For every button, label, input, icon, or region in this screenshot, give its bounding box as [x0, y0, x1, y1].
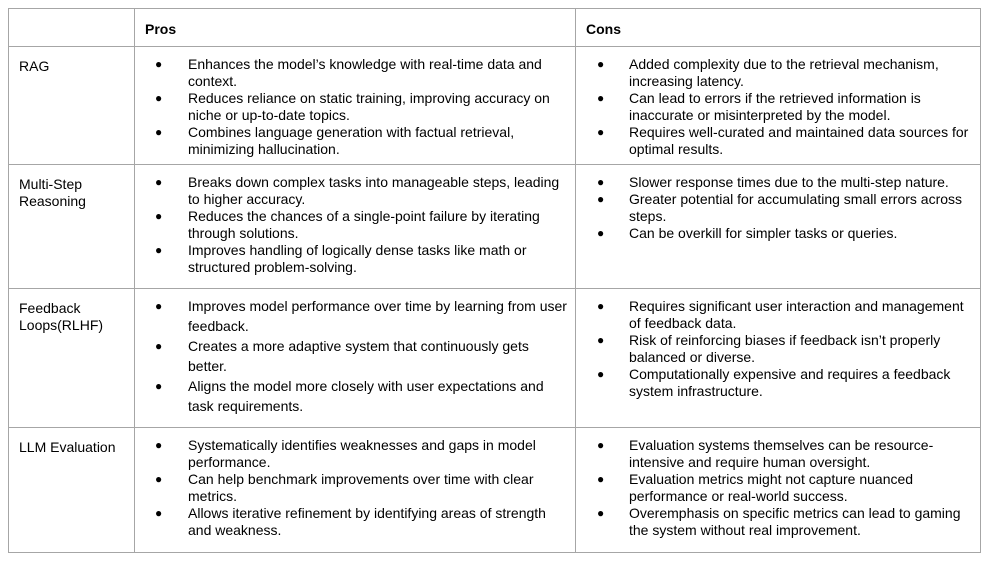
pros-cell — [135, 165, 576, 289]
list-item — [576, 124, 972, 158]
row-label: RAG — [9, 47, 135, 165]
cons-list — [576, 289, 980, 406]
header-pros: Pros — [135, 9, 576, 47]
bullet-icon: ● — [597, 472, 605, 486]
list-item — [576, 471, 972, 505]
list-item — [576, 332, 972, 366]
bullet-icon: ● — [597, 367, 605, 381]
table-row — [9, 289, 981, 428]
list-item-text: Evaluation metrics might not capture nuanced performance or real-world success. — [629, 471, 914, 504]
list-item-text: Reduces reliance on static training, improving accuracy on niche or up-to-date topics. — [188, 90, 550, 123]
list-item-text: Evaluation systems themselves can be resource-intensive and require human oversight. — [629, 437, 934, 470]
bullet-icon: ● — [155, 506, 163, 520]
cons-cell — [576, 289, 981, 428]
header-row — [9, 9, 981, 47]
list-item — [576, 437, 972, 471]
bullet-icon: ● — [155, 91, 163, 105]
bullet-icon: ● — [155, 209, 163, 223]
bullet-icon: ● — [597, 438, 605, 452]
bullet-icon: ● — [155, 175, 163, 189]
pros-cons-table — [8, 8, 981, 553]
bullet-icon: ● — [155, 243, 163, 257]
list-item-text: Added complexity due to the retrieval mechanism, increasing latency. — [629, 56, 939, 89]
list-item-text: Slower response times due to the multi-step nature. — [629, 174, 949, 190]
list-item — [135, 471, 567, 505]
list-item — [135, 376, 567, 416]
list-item — [576, 56, 972, 90]
list-item-text: Allows iterative refinement by identifying areas of strength and weakness. — [188, 505, 546, 538]
list-item-text: Risk of reinforcing biases if feedback isn’t properly balanced or diverse. — [629, 332, 941, 365]
bullet-icon: ● — [155, 299, 163, 313]
bullet-icon: ● — [597, 226, 605, 240]
list-item — [576, 505, 972, 539]
list-item — [576, 90, 972, 124]
cons-cell — [576, 47, 981, 165]
row-label: LLM Evaluation — [9, 428, 135, 553]
list-item-text: Requires significant user interaction and management of feedback data. — [629, 298, 964, 331]
pros-cell — [135, 47, 576, 165]
list-item-text: Can be overkill for simpler tasks or queries. — [629, 225, 898, 241]
bullet-icon: ● — [597, 192, 605, 206]
list-item-text: Systematically identifies weaknesses and gaps in model performance. — [188, 437, 536, 470]
row-label: Feedback Loops(RLHF) — [9, 289, 135, 428]
bullet-icon: ● — [155, 125, 163, 139]
pros-list — [135, 428, 575, 545]
list-item — [135, 505, 567, 539]
cons-cell — [576, 428, 981, 553]
list-item-text: Reduces the chances of a single-point failure by iterating through solutions. — [188, 208, 540, 241]
bullet-icon: ● — [155, 379, 163, 393]
cons-cell — [576, 165, 981, 289]
row-label: Multi-Step Reasoning — [9, 165, 135, 289]
bullet-icon: ● — [155, 472, 163, 486]
list-item-text: Breaks down complex tasks into manageable steps, leading to higher accuracy. — [188, 174, 560, 207]
list-item — [576, 174, 972, 191]
bullet-icon: ● — [597, 333, 605, 347]
bullet-icon: ● — [597, 299, 605, 313]
bullet-icon: ● — [155, 339, 163, 353]
table-row — [9, 165, 981, 289]
list-item-text: Computationally expensive and requires a feedback system infrastructure. — [629, 366, 951, 399]
cons-list — [576, 428, 980, 545]
list-item-text: Improves model performance over time by learning from user feedback. — [188, 298, 567, 334]
cons-list — [576, 47, 980, 164]
pros-list — [135, 165, 575, 282]
list-item — [135, 174, 567, 208]
list-item — [135, 437, 567, 471]
list-item — [576, 191, 972, 225]
list-item-text: Requires well-curated and maintained data sources for optimal results. — [629, 124, 969, 157]
pros-cell — [135, 428, 576, 553]
bullet-icon: ● — [155, 438, 163, 452]
list-item — [135, 336, 567, 376]
list-item — [135, 56, 567, 90]
bullet-icon: ● — [597, 125, 605, 139]
pros-list — [135, 47, 575, 164]
list-item — [135, 208, 567, 242]
list-item — [135, 242, 567, 276]
list-item-text: Greater potential for accumulating small errors across steps. — [629, 191, 963, 224]
cons-list — [576, 165, 980, 248]
list-item — [135, 124, 567, 158]
pros-list — [135, 289, 575, 422]
header-cons: Cons — [576, 9, 981, 47]
bullet-icon: ● — [597, 506, 605, 520]
bullet-icon: ● — [597, 57, 605, 71]
bullet-icon: ● — [155, 57, 163, 71]
list-item-text: Enhances the model’s knowledge with real-time data and context. — [188, 56, 542, 89]
list-item-text: Can help benchmark improvements over time with clear metrics. — [188, 471, 534, 504]
bullet-icon: ● — [597, 91, 605, 105]
pros-cell — [135, 289, 576, 428]
list-item — [576, 366, 972, 400]
bullet-icon: ● — [597, 175, 605, 189]
list-item-text: Aligns the model more closely with user expectations and task requirements. — [188, 378, 544, 414]
list-item — [576, 298, 972, 332]
list-item-text: Can lead to errors if the retrieved information is inaccurate or misinterpreted by the model. — [629, 90, 921, 123]
list-item — [135, 90, 567, 124]
header-corner-cell — [9, 9, 135, 47]
table-row — [9, 47, 981, 165]
list-item-text: Combines language generation with factual retrieval, minimizing hallucination. — [188, 124, 515, 157]
list-item — [135, 296, 567, 336]
list-item-text: Creates a more adaptive system that continuously gets better. — [188, 338, 529, 374]
list-item — [576, 225, 972, 242]
list-item-text: Overemphasis on specific metrics can lead to gaming the system without real improvement. — [629, 505, 961, 538]
table-row — [9, 428, 981, 553]
list-item-text: Improves handling of logically dense tasks like math or structured problem-solving. — [188, 242, 527, 275]
